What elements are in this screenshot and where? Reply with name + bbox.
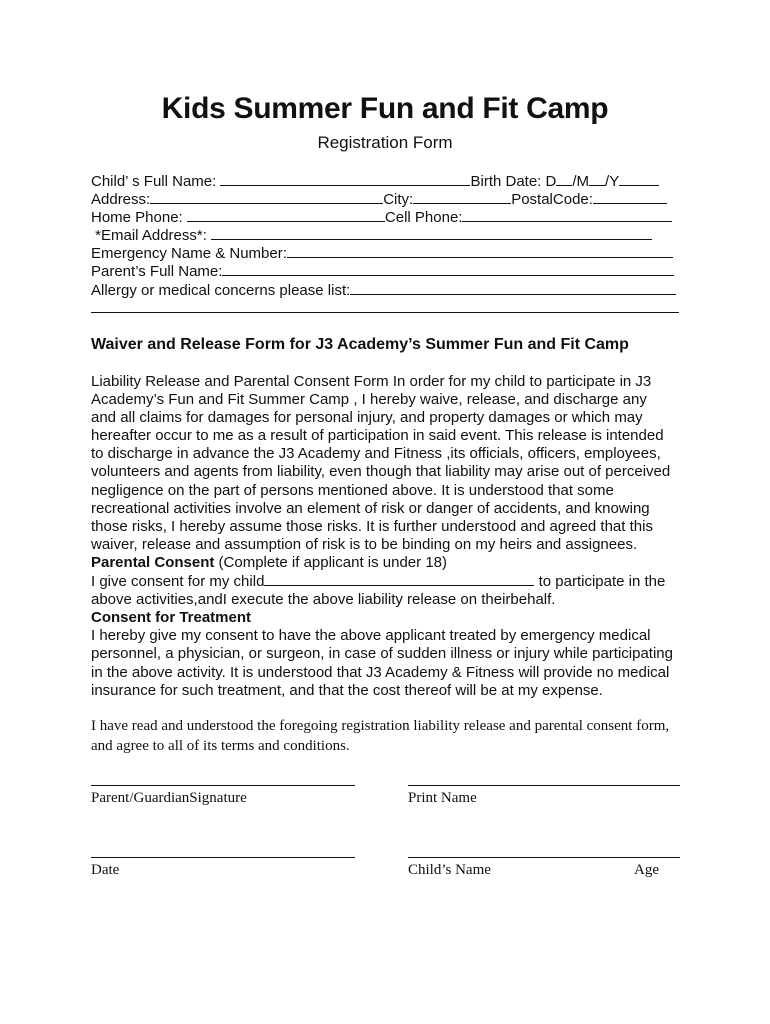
release-line: and all claims for damages for personal injury, and property damages or which may [91,409,643,427]
child-name-label: Child’ s Full Name: [91,173,217,190]
release-line: negligence on the part of persons mentioned above. It is understood that some [91,481,614,499]
child-info-row [91,172,681,190]
postal-code-field[interactable] [593,190,667,204]
consent-suffix: to participate in the [534,573,666,591]
date-line[interactable] [91,857,355,858]
postal-code-label: PostalCode: [511,191,593,208]
city-label: City: [383,191,414,208]
consent-line-2: above activities,andI execute the above liability release on theirbehalf. [91,591,556,609]
allergy-row [91,281,681,299]
birth-year-label: /Y [605,173,620,190]
emergency-label: Emergency Name & Number: [91,245,287,262]
birth-date-label: Birth Date: D [470,173,557,190]
birth-month-label: /M [572,173,590,190]
allergy-extra-line[interactable] [91,312,679,313]
consent-child-name-field[interactable] [264,572,534,586]
email-label: *Email Address*: [95,227,207,244]
treatment-line: insurance for such treatment, and that the cost thereof will be at my expense. [91,681,603,699]
consent-prefix: I give consent for my child [91,573,265,591]
address-label: Address: [91,191,151,208]
child-name-age-line[interactable] [408,857,680,858]
birth-day-field[interactable] [556,172,572,186]
birth-year-field[interactable] [619,172,659,186]
home-phone-label: Home Phone: [91,209,183,226]
acknowledgement-line: and agree to all of its terms and conditions. [91,738,350,754]
age-label: Age [634,862,659,878]
parental-consent-label: Parental Consent [91,553,215,571]
release-line: those risks, I hereby assume those risks. It is further understood and agreed that this [91,517,653,535]
home-phone-field[interactable] [187,208,385,222]
consent-line [91,572,691,591]
parent-name-row [91,262,681,280]
print-name-label: Print Name [408,790,477,806]
release-line: to discharge in advance the J3 Academy and Fitness ,its officials, officers, employees, [91,445,661,463]
release-line: recreational activities involve an element of risk or danger of accidents, and knowing [91,499,650,517]
waiver-body [91,373,691,700]
release-line: hereafter occur to me as a result of participation in said event. This release is intended [91,427,664,445]
treatment-line: personnel, a physician, or surgeon, in case of sudden illness or injury while participating [91,645,673,663]
release-line: volunteers and agents from liability, even though that liability may arise out of perceived [91,463,671,481]
parental-consent-heading [91,554,691,572]
city-field[interactable] [413,190,511,204]
cell-phone-label: Cell Phone: [384,209,463,226]
email-field[interactable] [211,226,652,240]
parent-signature-label: Parent/GuardianSignature [91,790,247,806]
release-line: Academy’s Fun and Fit Summer Camp , I hereby waive, release, and discharge any [91,391,647,409]
emergency-field[interactable] [287,244,673,258]
email-row [91,226,681,244]
treatment-line: I hereby give my consent to have the above applicant treated by emergency medical [91,627,651,645]
parent-signature-line[interactable] [91,785,355,786]
release-line: Liability Release and Parental Consent Form In order for my child to participate in J3 [91,373,652,390]
cell-phone-field[interactable] [462,208,672,222]
parent-name-field[interactable] [222,262,674,276]
treatment-line: in the above activity. It is understood that J3 Academy & Fitness will provide no medical [91,663,670,681]
address-field[interactable] [150,190,383,204]
print-name-line[interactable] [408,785,680,786]
waiver-title: Waiver and Release Form for J3 Academy’s Summer Fun and Fit Camp [91,336,629,353]
parental-consent-note: (Complete if applicant is under 18) [214,553,447,571]
form-subtitle: Registration Form [317,133,453,152]
birth-month-field[interactable] [589,172,605,186]
allergy-label: Allergy or medical concerns please list: [91,282,351,299]
phone-row [91,208,681,226]
date-label: Date [91,862,120,878]
allergy-field[interactable] [350,281,676,295]
release-line: waiver, release and assumption of risk is to be binding on my heirs and assignees. [91,535,638,553]
child-name-field[interactable] [220,172,470,186]
form-title: Kids Summer Fun and Fit Camp [161,92,609,125]
emergency-row [91,244,681,262]
acknowledgement-line: I have read and understood the foregoing registration liability release and parental consent form, [91,718,670,734]
acknowledgement [91,716,691,756]
parent-name-label: Parent’s Full Name: [91,263,223,280]
treatment-heading: Consent for Treatment [91,609,252,627]
childs-name-label: Child’s Name [408,862,491,878]
address-row [91,190,681,208]
